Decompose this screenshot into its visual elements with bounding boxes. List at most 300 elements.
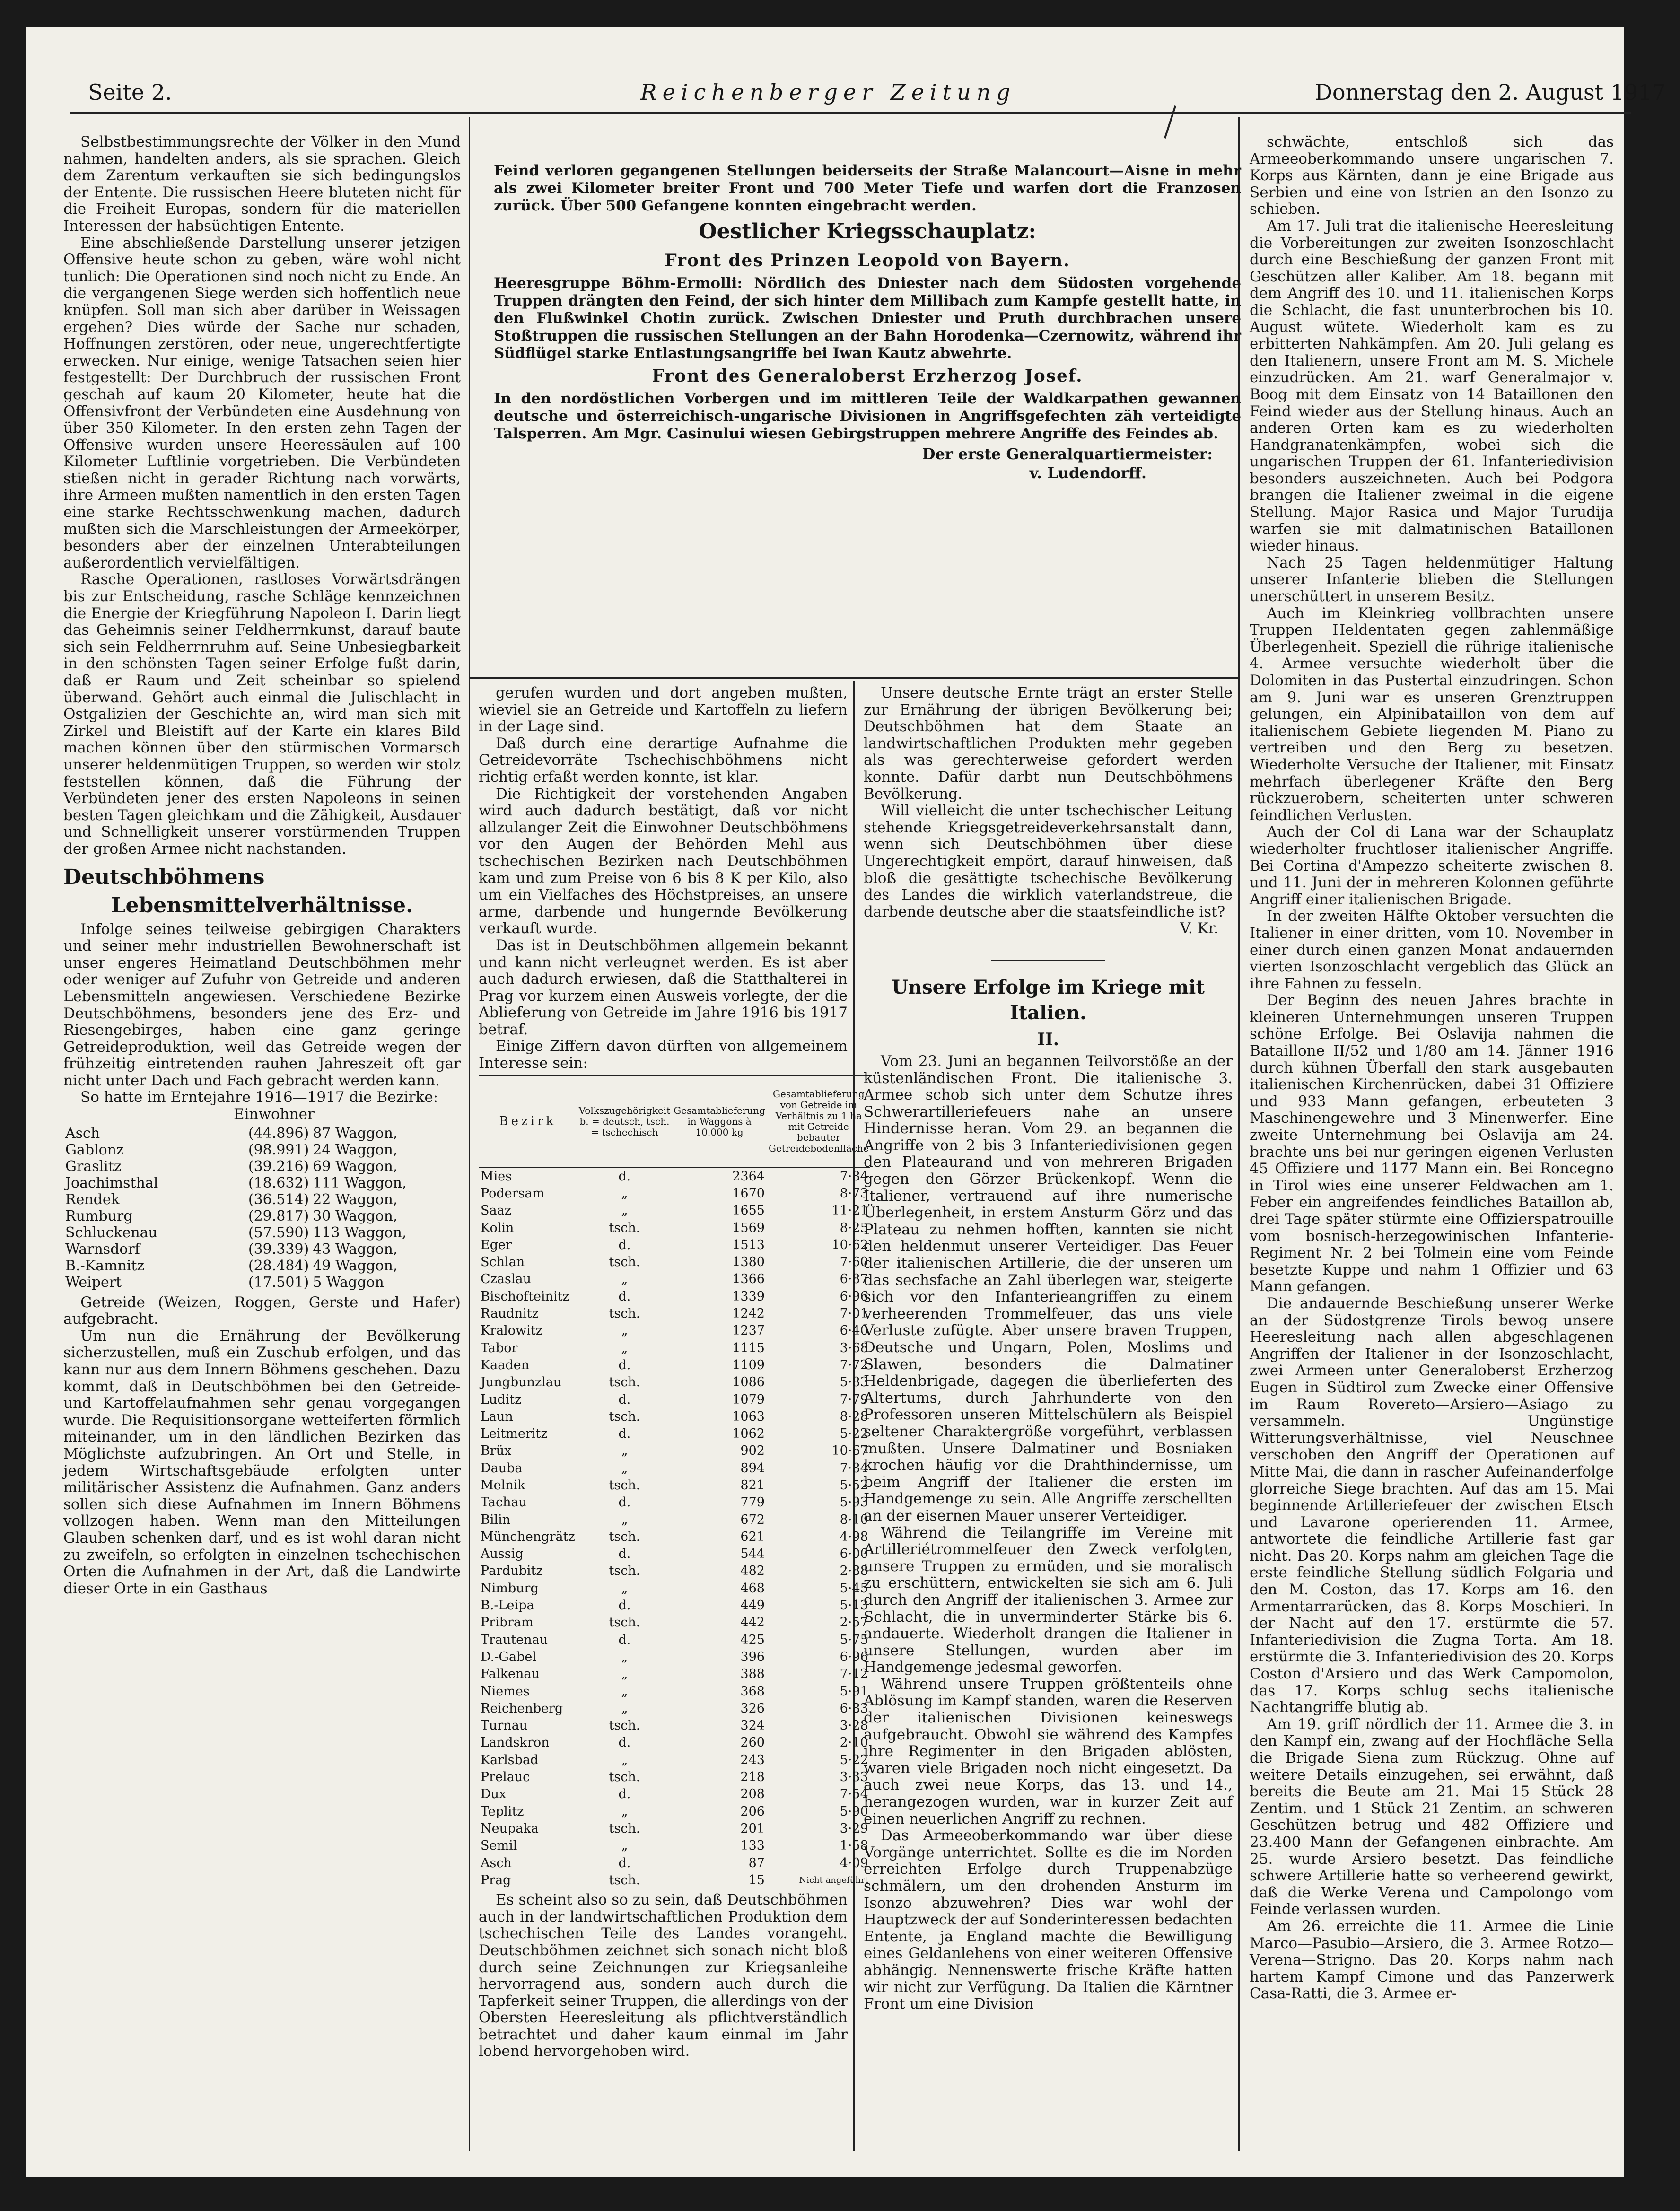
town-pop: (39.339) bbox=[248, 1241, 309, 1258]
front-josef: Front des Generaloberst Erzherzog Josef. bbox=[652, 366, 1083, 386]
district-w: 201 bbox=[672, 1820, 767, 1837]
war-report bbox=[494, 162, 1241, 482]
district-name: Jungbunzlau bbox=[481, 1375, 562, 1390]
author-initials: V. Kr. bbox=[1180, 920, 1218, 937]
town-name: Graslitz bbox=[65, 1158, 122, 1175]
district-w: 544 bbox=[672, 1546, 767, 1563]
column-1-article-intro bbox=[63, 921, 461, 1107]
district-w: 894 bbox=[672, 1460, 767, 1477]
district-name: Tabor bbox=[481, 1340, 518, 1355]
district-v: „ bbox=[577, 1442, 672, 1459]
district-r: 2·88 bbox=[767, 1563, 870, 1580]
column-4-italy-article-continued bbox=[1250, 134, 1614, 2002]
page-number: Seite 2. bbox=[88, 79, 172, 105]
district-v: tsch. bbox=[577, 1614, 672, 1631]
towns-header: Einwohner bbox=[234, 1106, 315, 1123]
town-wagons: 30 Waggon, bbox=[313, 1207, 398, 1224]
district-name: Dauba bbox=[481, 1460, 523, 1476]
district-v: d. bbox=[577, 1546, 672, 1563]
town-row bbox=[63, 1191, 461, 1208]
district-w: 1339 bbox=[672, 1288, 767, 1305]
district-r: 5·93 bbox=[767, 1494, 870, 1511]
district-v: „ bbox=[577, 1460, 672, 1477]
district-row bbox=[479, 1425, 870, 1442]
district-name: Tachau bbox=[481, 1495, 527, 1510]
district-name: Schlan bbox=[481, 1255, 525, 1270]
article-heading-line-2: Lebensmittelverhältnisse. bbox=[111, 893, 413, 918]
district-v: „ bbox=[577, 1683, 672, 1700]
district-row bbox=[479, 1563, 870, 1580]
paragraph: Unsere deutsche Ernte trägt an erster Stelle zur Ernährung der übrigen Bevölkerung bei; Deutschböhmen hat dem Staate an landwirtschaftlichen Produkten mehr gegeben als was gerechterweise gefordert werden konnte. Dafür darbt nun Deutschböhmens Bevölkerung. bbox=[864, 684, 1233, 803]
district-w: 672 bbox=[672, 1512, 767, 1529]
district-r: 2·10 bbox=[767, 1734, 870, 1751]
district-row bbox=[479, 1614, 870, 1631]
district-name: Brüx bbox=[481, 1443, 512, 1459]
town-row bbox=[63, 1158, 461, 1175]
district-r: 7·60 bbox=[767, 1254, 870, 1271]
district-name: Niemes bbox=[481, 1684, 530, 1699]
district-r: 10·62 bbox=[767, 1237, 870, 1254]
town-wagons: 5 Waggon bbox=[313, 1274, 384, 1291]
district-row bbox=[479, 1340, 870, 1357]
district-w: 482 bbox=[672, 1563, 767, 1580]
district-r: 6·40 bbox=[767, 1322, 870, 1339]
col-header-nationality: Volkszugehörigkeit b. = deutsch, tsch. = tschechisch bbox=[577, 1075, 672, 1168]
town-row bbox=[63, 1142, 461, 1158]
district-w: 368 bbox=[672, 1683, 767, 1700]
district-r: 8·28 bbox=[767, 1408, 870, 1425]
town-wagons: 87 Waggon, bbox=[313, 1125, 398, 1142]
paragraph: Auch im Kleinkrieg vollbrachten unsere Truppen Heldentaten gegen zahlenmäßige Überlegenheit. Speziell die rührige italienische 4. Armee versuchte wiederholt über die Dolomiten in das Pustertal einzudringen. Schon am 9. Juni war es unseren Grenztruppen gelungen, ein Alpinibataillon von dem auf italienischem Gebiete liegenden M. Piano zu vertreiben und den Berg zu besetzen. Wiederholte Versuche der Italiener, mit Einsatz mehrfach überlegener Kräfte den Berg rückzuerobern, scheiterten unter schweren feindlichen Verlusten. bbox=[1250, 604, 1614, 824]
district-w: 449 bbox=[672, 1597, 767, 1614]
district-w: 1242 bbox=[672, 1305, 767, 1322]
report-paragraph-1: Feind verloren gegangenen Stellungen beiderseits der Straße Malancourt—Aisne in mehr als zwei Kilometer breiter Front und 700 Meter Tiefe und warfen dort die Franzosen zurück. Über 500 Gefangene konnten eingebracht werden. bbox=[494, 162, 1241, 214]
district-v: „ bbox=[577, 1185, 672, 1202]
district-name: Asch bbox=[481, 1855, 512, 1870]
district-v: tsch. bbox=[577, 1769, 672, 1786]
district-name: Kaaden bbox=[481, 1357, 530, 1372]
town-pop: (17.501) bbox=[248, 1274, 309, 1291]
district-v: „ bbox=[577, 1803, 672, 1820]
districts-table bbox=[479, 1075, 870, 1889]
italy-article-part: II. bbox=[1037, 1029, 1059, 1049]
paragraph: Einige Ziffern davon dürften von allgemeinem Interesse sein: bbox=[479, 1038, 848, 1072]
district-row bbox=[479, 1391, 870, 1408]
paragraph: Um nun die Ernährung der Bevölkerung sicherzustellen, muß ein Zuschub erfolgen, und das kann nur aus dem Innern Böhmens geschehen. Dazu kommt, daß in Deutschböhmen bei den Getreide- und Kartoffelaufnahmen sehr genau vorgegangen wurde. Die Requisitionsorgane wetteiferten förmlich miteinander, um in den ländlichen Bezirken das Möglichste aufzubringen. An Ort und Stelle, in jedem Wirtschaftsgebäude erfolgten unter militärischer Assistenz die Aufnahmen. Ganz anders sollen sich diese Aufnahmen im Innern Böhmens vollzogen haben. Wenn man den Mitteilungen Glauben schenken darf, und es ist wohl daran nicht zu zweifeln, so erfolgten in einzelnen tschechischen Orten die Aufnahmen in der Art, daß die Landwirte dieser Orte in ein Gasthaus bbox=[63, 1327, 461, 1597]
district-r: 7·54 bbox=[767, 1786, 870, 1803]
district-row bbox=[479, 1546, 870, 1563]
district-w: 260 bbox=[672, 1734, 767, 1751]
newspaper-title: Reichenberger Zeitung bbox=[640, 79, 1016, 105]
eastern-front-heading: Oestlicher Kriegsschauplatz: bbox=[699, 219, 1036, 244]
paragraph: Vom 23. Juni an begannen Teilvorstöße an der küstenländischen Front. Die italienische 3. Armee schob sich unter dem Schutze ihres Schwerartilleriefeuers nahe an unsere Hindernisse heran. Vom 29. an begannen die Angriffe von 2 bis 3 Infanteriedivisionen gegen den Plateaurand und von mehreren Brigaden gegen den Görzer Brückenkopf. Wenn die Italiener, vertrauend auf ihre numerische Überlegenheit, in erstem Ansturm Görz und das Plateau zu nehmen hofften, kannten sie nicht den heldenmut unserer Verteidiger. Das Feuer der italienischen Artillerie, die der unseren um das sechsfache an Zahl überlegen war, steigerte sich vor den Infanterieangriffen zu einem verheerenden Trommelfeuer, das uns viele Verluste zufügte. Aber unsere braven Truppen, Deutsche und Ungarn, Polen, Moslims und Slawen, besonders die Dalmatiner Heldenbrigade, dagegen die überlieferten des Altertums, durch Jahrhunderte von den Professoren unseren Mittelschülern als Beispiel seltener Charaktergröße vorgeführt, verblassen mußten. Unsere Dalmatiner und Bosniaken krochen häufig vor die Drahthindernisse, um beim Angriff der Italiener die ersten im Handgemenge zu sein. Alle Angriffe zerschellten an der eisernen Mauer unserer Verteidiger. bbox=[864, 1052, 1233, 1524]
column-3 bbox=[864, 685, 1233, 2146]
district-r: 4·98 bbox=[767, 1529, 870, 1546]
district-name: Czaslau bbox=[481, 1272, 531, 1287]
district-w: 2364 bbox=[672, 1168, 767, 1185]
district-r: 3·28 bbox=[767, 1717, 870, 1734]
district-row bbox=[479, 1734, 870, 1751]
paragraph: Infolge seines teilweise gebirgigen Charakters und seiner mehr industriellen Bewohnerschaft ist unser engeres Heimatland Deutschböhmen mehr oder weniger auf Zufuhr von Getreide und anderen Lebensmitteln angewiesen. Verschiedene Bezirke Deutschböhmens, besonders jene des Erz- und Riesengebirges, haben eine ganz geringe Getreideproduktion, weil das Getreide wegen der frühzeitig eintretenden rauhen Jahreszeit oft gar nicht unter Dach und Fach gebracht werden kann. bbox=[63, 920, 461, 1089]
district-v: „ bbox=[577, 1837, 672, 1854]
header-rule bbox=[70, 112, 1631, 114]
district-w: 324 bbox=[672, 1717, 767, 1734]
col-header-wagons: Gesamtablieferung in Waggons à 10.000 kg bbox=[672, 1075, 767, 1168]
district-r: 5·22 bbox=[767, 1425, 870, 1442]
district-w: 621 bbox=[672, 1529, 767, 1546]
district-row bbox=[479, 1820, 870, 1837]
district-w: 396 bbox=[672, 1649, 767, 1666]
district-r: 2·57 bbox=[767, 1614, 870, 1631]
district-v: „ bbox=[577, 1322, 672, 1339]
district-row bbox=[479, 1237, 870, 1254]
district-r: 3·33 bbox=[767, 1769, 870, 1786]
district-w: 326 bbox=[672, 1700, 767, 1717]
district-row bbox=[479, 1529, 870, 1546]
column-4 bbox=[1250, 134, 1614, 2144]
pen-mark bbox=[1164, 105, 1176, 139]
district-row bbox=[479, 1803, 870, 1820]
district-w: 243 bbox=[672, 1752, 767, 1769]
district-r: 5·83 bbox=[767, 1374, 870, 1391]
district-row bbox=[479, 1185, 870, 1202]
district-row bbox=[479, 1632, 870, 1649]
district-name: Dux bbox=[481, 1787, 507, 1802]
separator-rule bbox=[991, 960, 1105, 961]
town-row bbox=[63, 1258, 461, 1274]
district-name: Saaz bbox=[481, 1203, 511, 1218]
paragraph: Die Richtigkeit der vorstehenden Angaben wird auch dadurch bestätigt, daß vor nicht allzulanger Zeit die Einwohner Deutschböhmens vor den Augen der Behörden Mehl aus tschechischen Bezirken nach Deutschböhmen kam und zum Preise von 6 bis 8 K per Kilo, also um ein Vielfaches des Höchstpreises, an unsere arme, darbende und hungernde Bevölkerung verkauft wurde. bbox=[479, 785, 848, 937]
paragraph: Das Armeeoberkommando war über diese Vorgänge unterrichtet. Sollte es die im Norden erreichten Erfolge durch Truppenabzüge schmälern, um den drohenden Ansturm im Isonzo abzuwehren? Dies war wohl der Hauptzweck der auf Sonderinteressen bedachten Entente, ja England machte die Bewilligung eines Geldanlehens von einer weiteren Offensive abhängig. Nennenswerte frische Kräfte hatten wir nicht zur Verfügung. Da Italien die Kärntner Front um eine Division bbox=[864, 1827, 1233, 2013]
district-row bbox=[479, 1271, 870, 1288]
district-row bbox=[479, 1460, 870, 1477]
district-row bbox=[479, 1752, 870, 1769]
district-name: Bischofteinitz bbox=[481, 1289, 569, 1304]
district-w: 1086 bbox=[672, 1374, 767, 1391]
district-r: 6·96 bbox=[767, 1288, 870, 1305]
district-r: 6·87 bbox=[767, 1271, 870, 1288]
district-r: 5·90 bbox=[767, 1803, 870, 1820]
district-w: 1109 bbox=[672, 1357, 767, 1374]
district-w: 133 bbox=[672, 1837, 767, 1854]
district-r: 3·68 bbox=[767, 1340, 870, 1357]
column-3-italy-article bbox=[864, 1053, 1233, 2013]
district-name: Münchengrätz bbox=[481, 1529, 575, 1544]
district-row bbox=[479, 1494, 870, 1511]
district-name: Eger bbox=[481, 1237, 512, 1252]
district-name: Reichenberg bbox=[481, 1701, 563, 1716]
district-v: „ bbox=[577, 1700, 672, 1717]
column-1-article-continuation bbox=[63, 134, 461, 858]
paragraph: Es scheint also so zu sein, daß Deutschböhmen auch in der landwirtschaftlichen Produktion dem tschechischen Teile des Landes vorangeht. Deutschböhmen zeichnet sich sonach nicht bloß durch seine Zeichnungen zur Kriegsanleihe hervorragend aus, sondern auch durch die Tapferkeit seiner Truppen, die allerdings von der Obersten Heeresleitung als pflichtverständlich betrachtet und daher kaum einmal im Jahr lobend hervorgehoben wird. bbox=[479, 1891, 848, 2060]
district-v: d. bbox=[577, 1786, 672, 1803]
district-row bbox=[479, 1477, 870, 1494]
town-pop: (57.590) bbox=[248, 1224, 309, 1241]
paragraph: Auch der Col di Lana war der Schauplatz wiederholter fruchtloser italienischer Angriffe. Bei Cortina d'Ampezzo scheiterte zwischen 8. und 11. Juni der in mehreren Kolonnen geführte Angriff einer italienischen Brigade. bbox=[1250, 823, 1614, 908]
district-row bbox=[479, 1288, 870, 1305]
district-row bbox=[479, 1374, 870, 1391]
district-v: tsch. bbox=[577, 1374, 672, 1391]
district-r: 11·21 bbox=[767, 1202, 870, 1219]
report-paragraph-2: Heeresgruppe Böhm-Ermolli: Nördlich des Dniester nach dem Südosten vorgehende Truppen drängten den Feind, der sich hinter dem Millibach zum Kampfe gestellt hatte, in den Flußwinkel Chotin zurück. Zwischen Dniester und Pruth durchbrachen unsere Stoßtruppen die russischen Stellungen an der Bahn Horodenka—Czernowitz, während ihr Südflügel starke Entlastungsangriffe bei Iwan Kautz abwehrte. bbox=[494, 275, 1241, 362]
district-w: 1366 bbox=[672, 1271, 767, 1288]
district-w: 1115 bbox=[672, 1340, 767, 1357]
paragraph: Der Beginn des neuen Jahres brachte in kleineren Unternehmungen unseren Truppen schöne Erfolge. Bei Oslavija nahmen die Bataillone II/52 und 1/80 am 14. Jänner 1916 durch kühnen Überfall den stark ausgebauten italienischen Kirchenrücken, dabei 31 Offiziere und 933 Mann gefangen, erbeuteten 3 Maschinengewehre und 3 Minenwerfer. Eine zweite Unternehmung bei Oslavija am 24. brachte uns bei nur geringen eigenen Verlusten 45 Offiziere und 1177 Mann ein. Bei Roncegno in Tirol wies eine unserer Feldwachen am 1. Feber ein angreifendes feindliches Bataillon ab, drei Tage später stürmte eine Offizierspatrouille vom bosnisch-herzegowinischen Infanterie-Regiment Nr. 2 bei Tolmein eine vom Feinde besetzte Kuppe und nahm 1 Offizier und 63 Mann gefangen. bbox=[1250, 992, 1614, 1295]
district-row bbox=[479, 1769, 870, 1786]
district-w: 779 bbox=[672, 1494, 767, 1511]
paragraph: Will vielleicht die unter tschechischer Leitung stehende Kriegsgetreideverkehrsanstalt dann, wenn sich Deutschböhmen über diese Ungerechtigkeit empört, darauf hinweisen, daß bloß die gesättigte tschechische Bevölkerung des Landes die wirklich vaterlandstreue, die darbende deutsche aber die staatsfeindliche ist? bbox=[864, 802, 1233, 920]
district-name: Bilin bbox=[481, 1512, 511, 1527]
district-r: 5·13 bbox=[767, 1597, 870, 1614]
district-row bbox=[479, 1580, 870, 1597]
towns-table bbox=[63, 1125, 461, 1291]
town-name: Joachimsthal bbox=[65, 1174, 158, 1191]
district-v: tsch. bbox=[577, 1529, 672, 1546]
town-pop: (98.991) bbox=[248, 1141, 309, 1158]
town-pop: (28.484) bbox=[248, 1257, 309, 1274]
district-row bbox=[479, 1408, 870, 1425]
district-name: Semil bbox=[481, 1838, 517, 1853]
newspaper-page bbox=[26, 27, 1666, 2177]
district-row bbox=[479, 1700, 870, 1717]
district-row bbox=[479, 1305, 870, 1322]
district-name: Pribram bbox=[481, 1615, 534, 1630]
district-name: Prag bbox=[481, 1872, 511, 1888]
signature-name: v. Ludendorff. bbox=[1029, 463, 1146, 482]
district-v: d. bbox=[577, 1391, 672, 1408]
column-3-text-top bbox=[864, 685, 1233, 920]
district-v: „ bbox=[577, 1202, 672, 1219]
district-v: „ bbox=[577, 1752, 672, 1769]
district-v: „ bbox=[577, 1666, 672, 1683]
district-v: d. bbox=[577, 1425, 672, 1442]
district-r: 7·79 bbox=[767, 1391, 870, 1408]
paragraph: Nach 25 Tagen heldenmütiger Haltung unserer Infanterie blieben die Stellungen unerschüttert in unserem Besitz. bbox=[1250, 554, 1614, 605]
district-name: Trautenau bbox=[481, 1632, 548, 1647]
district-v: „ bbox=[577, 1580, 672, 1597]
district-v: tsch. bbox=[577, 1220, 672, 1237]
column-2 bbox=[479, 684, 869, 2146]
paragraph: Am 17. Juli trat die italienische Heeresleitung die Vorbereitungen zur zweiten Isonzoschlacht durch eine Beschießung der ganzen Front mit Geschützen aller Kaliber. Am 18. begann mit dem Angriff des 10. und 11. italienischen Korps die Schlacht, die fast ununterbrochen bis 10. August wütete. Wiederholt kam es zu erbitterten Nahkämpfen. Am 20. Juli gelang es den Italienern, unsere Front am M. S. Michele einzudrücken. Am 21. warf Generalmajor v. Boog mit dem Einsatz von 14 Bataillonen den Feind wieder aus der Stellung hinaus. Auch an anderen Orten kam es zu wiederholten Handgranatenkämpfen, wobei sich die ungarischen Truppen der 61. Infanteriedivision besonders auszeichneten. Auch bei Podgora brangen die Italiener zweimal in die eigene Stellung. Major Rasica und Major Turudija warfen sie mit dalmatinischen Bataillonen wieder hinaus. bbox=[1250, 217, 1614, 555]
district-name: Melnik bbox=[481, 1478, 525, 1493]
town-name: Rumburg bbox=[65, 1207, 133, 1224]
district-name: B.-Leipa bbox=[481, 1598, 534, 1613]
district-r: 5·45 bbox=[767, 1580, 870, 1597]
paragraph: Während die Teilangriffe im Vereine mit Artilleriétrommelfeuer den Zweck verfolgten, unsere Truppen zu ermüden, und sie moralisch zu erschüttern, entwickelten sie sich am 6. Juli durch den Angriff der italienischen 3. Armee zur Schlacht, die in unverminderter Stärke bis 6. andauerte. Wiederholt drangen die Italiener in unsere Stellungen, wurden aber im Handgemenge jedesmal geworfen. bbox=[864, 1524, 1233, 1676]
paragraph: Eine abschließende Darstellung unserer jetzigen Offensive heute schon zu geben, wäre wohl nicht tunlich: Die Operationen sind noch nicht zu Ende. An die vergangenen Siege werden sich hoffentlich neue knüpfen. Soll man sich aber darüber in Weissagen ergehen? Dies würde der Sache nur schaden, Hoffnungen zerstören, oder neue, ungerechtfertigte erwecken. Nur einige, wenige Tatsachen seien hier festgestellt: Der Durchbruch der russischen Front geschah auf kaum 20 Kilometer, heute hat die Offensivfront der Verbündeten eine Ausdehnung von über 350 Kilometer. In den ersten zehn Tagen der Offensive wurden unsere Heeressäulen auf 100 Kilometer Luftlinie vorgetrieben. Die Verbündeten stießen nicht in gerader Richtung nach vorwärts, ihre Armeen mußten namentlich in den ersten Tagen eine starke Rechtsschwenkung machen, dadurch mußten sich die Marschleistungen der Armeekörper, besonders aber der einzelnen Unterabteilungen außerordentlich vervielfältigen. bbox=[63, 234, 461, 571]
district-row bbox=[479, 1597, 870, 1614]
district-name: Nimburg bbox=[481, 1581, 539, 1596]
town-name: Schluckenau bbox=[65, 1224, 158, 1241]
district-v: d. bbox=[577, 1237, 672, 1254]
paragraph: Während unsere Truppen größtenteils ohne Ablösung im Kampf standen, waren die Reserven der italienischen Divisionen keineswegs aufgebraucht. Obwohl sie während des Kampfes ihre Regimenter in den Brigaden ablösten, waren viele Brigaden noch nicht eingesetzt. Da auch zwei neue Korps, das 13. und 14., herangezogen wurden, war in kurzer Zeit auf einen neuerlichen Angriff zu rechnen. bbox=[864, 1675, 1233, 1827]
district-v: d. bbox=[577, 1632, 672, 1649]
town-pop: (29.817) bbox=[248, 1207, 309, 1224]
district-w: 1063 bbox=[672, 1408, 767, 1425]
district-name: Raudnitz bbox=[481, 1306, 539, 1321]
district-row bbox=[479, 1168, 870, 1185]
town-wagons: 49 Waggon, bbox=[313, 1257, 398, 1274]
paragraph: In der zweiten Hälfte Oktober versuchten die Italiener in einer dritten, vom 10. November in einer durch einen ganzen Monat andauernden vierten Isonzoschlacht vergeblich das Glück an ihre Fahnen zu fesseln. bbox=[1250, 908, 1614, 992]
district-name: Kralowitz bbox=[481, 1323, 542, 1338]
district-w: 821 bbox=[672, 1477, 767, 1494]
district-v: „ bbox=[577, 1649, 672, 1666]
district-row bbox=[479, 1322, 870, 1339]
district-w: 442 bbox=[672, 1614, 767, 1631]
district-v: d. bbox=[577, 1288, 672, 1305]
town-pop: (39.216) bbox=[248, 1158, 309, 1175]
district-r: 4·09 bbox=[767, 1855, 870, 1872]
district-w: 902 bbox=[672, 1442, 767, 1459]
district-row bbox=[479, 1717, 870, 1734]
district-r: Nicht angeführt bbox=[767, 1872, 870, 1889]
column-1-article-body bbox=[63, 1294, 461, 1598]
district-row bbox=[479, 1512, 870, 1529]
district-w: 1670 bbox=[672, 1185, 767, 1202]
district-name: Teplitz bbox=[481, 1804, 524, 1819]
district-v: d. bbox=[577, 1734, 672, 1751]
district-r: 5·22 bbox=[767, 1752, 870, 1769]
district-v: „ bbox=[577, 1512, 672, 1529]
paragraph: Die andauernde Beschießung unserer Werke an der Südostgrenze Tirols bewog unsere Heeresleitung nach allen abgeschlagenen Angriffen der Italiener in der Isonzoschlacht, zwei Armeen unter Generaloberst Erzherzog Eugen in Südtirol zum Zwecke einer Offensive im Raum Rovereto—Arsiero—Asiago zu versammeln. Ungünstige Witterungsverhältnisse, viel Neuschnee verschoben den Angriff der Operationen auf Mitte Mai, die dann in rascher Aufeinanderfolge glorreiche Siege brachten. Auf das am 15. Mai beginnende Artilleriefeuer der zwischen Etsch und Lavarone operierenden 11. Armee, antwortete die feindliche Artillerie fast gar nicht. Das 20. Korps nahm am gleichen Tage die erste feindliche Stellung südlich Folgaria und den M. Coston, das 17. Korps am 16. den Armentarrarücken, das 8. Korps Moschieri. In der Nacht auf den 17. erstürmte die 57. Infanteriedivision die Zugna Torta. Am 18. erstürmte die 3. Infanteriedivision des 20. Korps Coston d'Arsiero und das Werk Campomolon, das 17. Korps schlug sechs italienische Nachtangriffe blutig ab. bbox=[1250, 1294, 1614, 1716]
district-row bbox=[479, 1442, 870, 1459]
district-v: „ bbox=[577, 1271, 672, 1288]
front-leopold: Front des Prinzen Leopold von Bayern. bbox=[665, 251, 1070, 271]
town-row bbox=[63, 1224, 461, 1241]
col-header-district: Bezirk bbox=[479, 1075, 577, 1168]
district-r: 7·12 bbox=[767, 1666, 870, 1683]
column-2-text-bottom bbox=[479, 1892, 848, 2060]
article-heading-line-1: Deutschböhmens bbox=[63, 865, 265, 889]
district-name: Falkenau bbox=[481, 1667, 540, 1682]
district-r: 7·84 bbox=[767, 1460, 870, 1477]
paragraph: Das ist in Deutschböhmen allgemein bekannt und kann nicht verleugnet werden. Es ist aber auch dadurch erwiesen, daß die Statthalterei in Prag vor kurzem einen Ausweis vorlegte, der die Ablieferung von Getreide im Jahre 1916 bis 1917 betraf. bbox=[479, 936, 848, 1038]
district-name: D.-Gabel bbox=[481, 1649, 536, 1664]
district-r: 1·58 bbox=[767, 1837, 870, 1854]
town-row bbox=[63, 1208, 461, 1224]
signature-title: Der erste Generalquartiermeister: bbox=[922, 445, 1213, 463]
district-name: Aussig bbox=[481, 1547, 524, 1562]
district-r: 3·29 bbox=[767, 1820, 870, 1837]
paragraph: Am 19. griff nördlich der 11. Armee die 3. in den Kampf ein, zwang auf der Hochfläche Sella die Brigade Siena zum Rückzug. Ohne auf weitere Details einzugehen, sei erwähnt, daß bereits die Beute am 21. Mai 15 Stück 28 Zentim. und 1 Stück 21 Zentim. an schweren Geschützen betrug und 482 Offiziere und 23.400 Mann der Gefangenen einbrachte. Am 25. wurde Arsiero besetzt. Das feindliche schwere Artillerie hatte so verheerend gewirkt, daß die Werke Verena und Campolongo vom Feinde verlassen wurden. bbox=[1250, 1715, 1614, 1918]
district-r: 5·75 bbox=[767, 1632, 870, 1649]
town-name: Warnsdorf bbox=[65, 1241, 140, 1258]
issue-date: Donnerstag den 2. August 1917 bbox=[1315, 79, 1666, 105]
district-w: 218 bbox=[672, 1769, 767, 1786]
district-name: Kolin bbox=[481, 1220, 514, 1235]
district-row bbox=[479, 1357, 870, 1374]
district-v: tsch. bbox=[577, 1872, 672, 1889]
district-r: 8·25 bbox=[767, 1220, 870, 1237]
district-name: Karlsbad bbox=[481, 1752, 539, 1767]
district-r: 5·91 bbox=[767, 1683, 870, 1700]
paragraph: Getreide (Weizen, Roggen, Gerste und Hafer) aufgebracht. bbox=[63, 1293, 461, 1328]
district-r: 7·84 bbox=[767, 1168, 870, 1185]
district-v: d. bbox=[577, 1494, 672, 1511]
district-name: Turnau bbox=[481, 1718, 528, 1733]
district-row bbox=[479, 1837, 870, 1854]
town-pop: (44.896) bbox=[248, 1125, 309, 1142]
district-name: Luditz bbox=[481, 1392, 522, 1407]
district-row bbox=[479, 1786, 870, 1803]
district-r: 7·72 bbox=[767, 1357, 870, 1374]
district-w: 468 bbox=[672, 1580, 767, 1597]
district-r: 6·00 bbox=[767, 1546, 870, 1563]
district-w: 1062 bbox=[672, 1425, 767, 1442]
town-wagons: 24 Waggon, bbox=[313, 1141, 398, 1158]
district-w: 1380 bbox=[672, 1254, 767, 1271]
town-row bbox=[63, 1125, 461, 1142]
district-r: 8·10 bbox=[767, 1512, 870, 1529]
paragraph: Am 26. erreichte die 11. Armee die Linie Marco—Pasubio—Arsiero, die 3. Armee Rotzo—Verena—Strigno. Das 20. Korps nahm nach hartem Kampf Cimone und das Panzerwerk Casa-Ratti, die 3. Armee er- bbox=[1250, 1917, 1614, 2002]
town-name: Asch bbox=[65, 1125, 100, 1142]
paragraph: Selbstbestimmungsrechte der Völker in den Mund nahmen, handelten anders, als sie sprachen. Gleich dem Zarentum verkauften sie sich bedingungslos der Entente. Die russischen Heere bluteten nicht für die Freiheit Europas, sondern für die materiellen Interessen der habsüchtigen Entente. bbox=[63, 133, 461, 235]
district-row bbox=[479, 1666, 870, 1683]
district-v: tsch. bbox=[577, 1717, 672, 1734]
district-w: 388 bbox=[672, 1666, 767, 1683]
paragraph: gerufen wurden und dort angeben mußten, wieviel sie an Getreide und Kartoffeln zu liefern in der Lage sind. bbox=[479, 684, 848, 735]
district-v: d. bbox=[577, 1855, 672, 1872]
district-name: Prelauc bbox=[481, 1770, 530, 1785]
town-wagons: 111 Waggon, bbox=[313, 1174, 407, 1191]
district-v: d. bbox=[577, 1357, 672, 1374]
town-wagons: 43 Waggon, bbox=[313, 1241, 398, 1258]
district-v: „ bbox=[577, 1340, 672, 1357]
district-v: d. bbox=[577, 1597, 672, 1614]
district-r: 6·83 bbox=[767, 1700, 870, 1717]
district-name: Podersam bbox=[481, 1186, 545, 1201]
district-name: Laun bbox=[481, 1409, 513, 1424]
paragraph: So hatte im Erntejahre 1916—1917 die Bezirke: bbox=[80, 1089, 438, 1106]
column-rule-1 bbox=[469, 117, 470, 2151]
district-w: 15 bbox=[672, 1872, 767, 1889]
district-w: 1569 bbox=[672, 1220, 767, 1237]
district-w: 1655 bbox=[672, 1202, 767, 1219]
district-row bbox=[479, 1220, 870, 1237]
town-name: Gablonz bbox=[65, 1141, 124, 1158]
town-wagons: 69 Waggon, bbox=[313, 1158, 398, 1175]
district-row bbox=[479, 1855, 870, 1872]
district-name: Mies bbox=[481, 1169, 512, 1184]
district-row bbox=[479, 1254, 870, 1271]
town-pop: (18.632) bbox=[248, 1174, 309, 1191]
district-w: 208 bbox=[672, 1786, 767, 1803]
district-w: 1513 bbox=[672, 1237, 767, 1254]
district-v: tsch. bbox=[577, 1820, 672, 1837]
district-w: 1237 bbox=[672, 1322, 767, 1339]
district-name: Leitmeritz bbox=[481, 1426, 548, 1442]
district-row bbox=[479, 1202, 870, 1219]
ticker-bottom-rule bbox=[470, 677, 1238, 679]
district-v: d. bbox=[577, 1168, 672, 1185]
town-wagons: 22 Waggon, bbox=[313, 1191, 398, 1208]
town-name: Weipert bbox=[65, 1274, 122, 1291]
town-name: Rendek bbox=[65, 1191, 120, 1208]
paragraph: schwächte, entschloß sich das Armeeoberkommando unsere ungarischen 7. Korps aus Kärnten, dann je eine Brigade aus Serbien und eine von Istrien an den Isonzo zu schieben. bbox=[1250, 133, 1614, 218]
district-row bbox=[479, 1649, 870, 1666]
paragraph: Rasche Operationen, rastloses Vorwärtsdrängen bis zur Entscheidung, rasche Schläge kennzeichnen die Energie der Kriegführung Napoleon I. Darin liegt das Geheimnis seiner Feldherrnkunst, darauf baute sich sein Feldherrnruhm auf. Seine Unbesiegbarkeit in den schönsten Tagen seiner Erfolge fußt darin, daß er Raum und Zeit scheinbar so spielend überwand. Gehört auch einmal die Julischlacht in Ostgalizien der Geschichte an, wird man sich mit Zirkel und Bleistift auf der Karte ein klares Bild machen können über den stürmischen Vormarsch unserer heldenmütigen Truppen, so werden wir stolz feststellen können, daß die Führung der Verbündeten jener des ersten Napoleons in seinen besten Tagen gleichkam und die Zähigkeit, Ausdauer und Schnelligkeit unserer vorstürmenden Truppen der großen Armee nicht nachstanden. bbox=[63, 571, 461, 857]
district-v: tsch. bbox=[577, 1563, 672, 1580]
district-name: Landskron bbox=[481, 1735, 550, 1750]
district-v: tsch. bbox=[577, 1305, 672, 1322]
report-paragraph-3: In den nordöstlichen Vorbergen und im mittleren Teile der Waldkarpathen gewannen deutsche und österreichisch-ungarische Divisionen in Angriffsgefechten zäh verteidigte Talsperren. Am Mgr. Casinului wiesen Gebirgstruppen mehrere Angriffe des Feindes ab. bbox=[494, 390, 1241, 442]
district-v: tsch. bbox=[577, 1477, 672, 1494]
district-r: 5·52 bbox=[767, 1477, 870, 1494]
district-r: 10·67 bbox=[767, 1442, 870, 1459]
column-2-text-top bbox=[479, 685, 848, 1072]
paragraph: Daß durch eine derartige Aufnahme die Getreidevorräte Tschechischböhmens nicht richtig erfaßt werden konnte, ist klar. bbox=[479, 734, 848, 786]
district-r: 8·73 bbox=[767, 1185, 870, 1202]
